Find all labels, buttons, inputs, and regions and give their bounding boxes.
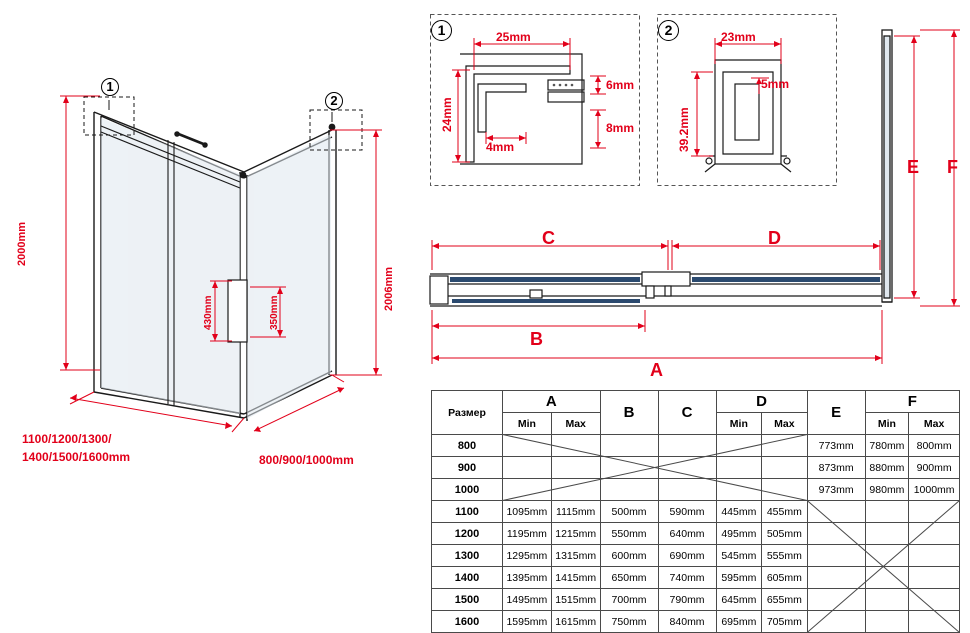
table-cell-e (807, 567, 865, 589)
table-cell-b: 600mm (600, 545, 658, 567)
table-cell-d_max (762, 457, 808, 479)
table-group-a: A (503, 391, 601, 413)
table-cell-d_max: 655mm (762, 589, 808, 611)
plan-dim-e: E (907, 157, 920, 177)
detail-2-dim-top: 23mm (721, 30, 756, 44)
table-cell-e (807, 611, 865, 633)
table-cell-d_min: 695mm (716, 611, 762, 633)
table-row-size: 900 (432, 457, 503, 479)
table-cell-e (807, 501, 865, 523)
table-cell-d_max: 555mm (762, 545, 808, 567)
table-cell-a_max (551, 435, 600, 457)
table-cell-d_max (762, 479, 808, 501)
table-cell-d_min (716, 435, 762, 457)
plan-dim-f: F (947, 157, 958, 177)
table-row-size: 1200 (432, 523, 503, 545)
table-cell-d_max: 705mm (762, 611, 808, 633)
dim-height-left: 2000mm (16, 221, 28, 266)
table-cell-c: 590mm (658, 501, 716, 523)
plan-dim-d: D (768, 228, 781, 248)
table-cell-d_min: 645mm (716, 589, 762, 611)
table-sub-d-max: Max (762, 413, 808, 435)
table-cell-b (600, 479, 658, 501)
main-isometric-view (0, 0, 420, 480)
dim-handle-offset: 350mm (269, 295, 280, 330)
table-corner-header: Размер (432, 391, 503, 435)
table-cell-b: 500mm (600, 501, 658, 523)
table-cell-f_max (909, 589, 960, 611)
table-row (432, 457, 960, 479)
table-cell-c (658, 435, 716, 457)
table-cell-a_max: 1215mm (551, 523, 600, 545)
size-table (431, 390, 960, 633)
table-cell-f_min (865, 523, 909, 545)
table-row (432, 611, 960, 633)
table-row-size: 1100 (432, 501, 503, 523)
plan-dim-c: C (542, 228, 555, 248)
table-cell-f_max (909, 545, 960, 567)
table-cell-f_max: 900mm (909, 457, 960, 479)
table-group-d: D (716, 391, 807, 413)
table-group-f: F (865, 391, 959, 413)
table-cell-f_min: 980mm (865, 479, 909, 501)
table-cell-b: 750mm (600, 611, 658, 633)
table-cell-e: 773mm (807, 435, 865, 457)
table-cell-f_max (909, 523, 960, 545)
table-row (432, 567, 960, 589)
detail-1-dim-right-bottom: 8mm (606, 121, 635, 135)
table-sub-d-min: Min (716, 413, 762, 435)
dim-front-width-line1: 1100/1200/1300/ (22, 432, 112, 446)
table-cell-d_max: 505mm (762, 523, 808, 545)
table-cell-e: 873mm (807, 457, 865, 479)
table-cell-d_min: 545mm (716, 545, 762, 567)
table-cell-b (600, 435, 658, 457)
callout-1-badge: 1 (101, 78, 119, 96)
table-cell-f_min (865, 589, 909, 611)
plan-dim-b: B (530, 329, 543, 349)
table-cell-a_max: 1515mm (551, 589, 600, 611)
table-cell-f_min: 780mm (865, 435, 909, 457)
detail-1-dim-inner: 4mm (486, 140, 515, 154)
table-cell-f_min (865, 611, 909, 633)
table-cell-c: 790mm (658, 589, 716, 611)
table-cell-c: 640mm (658, 523, 716, 545)
table-cell-a_min (503, 479, 552, 501)
callout-2-badge: 2 (325, 92, 343, 110)
table-group-e: E (807, 391, 865, 435)
detail-2-dim-inner: 5mm (761, 77, 790, 91)
table-cell-a_max (551, 479, 600, 501)
table-cell-e: 973mm (807, 479, 865, 501)
table-cell-b (600, 457, 658, 479)
table-cell-a_min (503, 457, 552, 479)
table-cell-f_min (865, 545, 909, 567)
table-cell-d_min: 445mm (716, 501, 762, 523)
table-cell-d_min: 595mm (716, 567, 762, 589)
plan-dim-a: A (650, 360, 663, 380)
table-cell-a_min: 1095mm (503, 501, 552, 523)
table-cell-f_min (865, 501, 909, 523)
table-cell-c: 740mm (658, 567, 716, 589)
table-cell-f_max: 1000mm (909, 479, 960, 501)
table-cell-f_min (865, 567, 909, 589)
table-sub-a-max: Max (551, 413, 600, 435)
dim-front-width-line2: 1400/1500/1600mm (22, 450, 131, 464)
table-row (432, 545, 960, 567)
table-cell-a_max: 1415mm (551, 567, 600, 589)
table-cell-a_min: 1195mm (503, 523, 552, 545)
table-cell-e (807, 545, 865, 567)
table-cell-a_max: 1115mm (551, 501, 600, 523)
table-cell-c (658, 457, 716, 479)
dim-height-right: 2006mm (383, 266, 395, 311)
table-row (432, 479, 960, 501)
table-cell-f_max (909, 611, 960, 633)
table-row-size: 1300 (432, 545, 503, 567)
dim-handle-height: 430mm (203, 295, 214, 330)
table-cell-b: 700mm (600, 589, 658, 611)
table-cell-f_max (909, 567, 960, 589)
table-cell-d_max (762, 435, 808, 457)
table-row (432, 435, 960, 457)
table-cell-a_min: 1295mm (503, 545, 552, 567)
dim-side-width: 800/900/1000mm (259, 453, 354, 467)
table-cell-c: 840mm (658, 611, 716, 633)
detail-1-badge: 1 (431, 20, 452, 41)
table-cell-b: 550mm (600, 523, 658, 545)
table-row (432, 523, 960, 545)
table-cell-a_min: 1495mm (503, 589, 552, 611)
table-cell-b: 650mm (600, 567, 658, 589)
plan-view (410, 14, 970, 384)
table-row (432, 589, 960, 611)
table-cell-d_max: 605mm (762, 567, 808, 589)
table-group-c: C (658, 391, 716, 435)
table-header-row-1 (432, 391, 960, 413)
table-cell-d_max: 455mm (762, 501, 808, 523)
table-row-size: 1600 (432, 611, 503, 633)
table-cell-a_min: 1595mm (503, 611, 552, 633)
table-sub-f-max: Max (909, 413, 960, 435)
table-cell-a_max: 1615mm (551, 611, 600, 633)
table-cell-c: 690mm (658, 545, 716, 567)
table-row (432, 501, 960, 523)
detail-1-dim-right-top: 6mm (606, 78, 635, 92)
table-group-b: B (600, 391, 658, 435)
table-cell-f_max (909, 501, 960, 523)
table-cell-d_min (716, 479, 762, 501)
table-cell-a_min: 1395mm (503, 567, 552, 589)
table-row-size: 1500 (432, 589, 503, 611)
table-cell-f_min: 880mm (865, 457, 909, 479)
table-row-size: 800 (432, 435, 503, 457)
table-cell-a_min (503, 435, 552, 457)
detail-2-dim-left: 39.2mm (677, 107, 691, 152)
table-sub-f-min: Min (865, 413, 909, 435)
detail-1-dim-left: 24mm (440, 97, 454, 132)
detail-1-dim-top: 25mm (496, 30, 531, 44)
table-cell-c (658, 479, 716, 501)
table-cell-d_min: 495mm (716, 523, 762, 545)
table-cell-a_max: 1315mm (551, 545, 600, 567)
table-cell-e (807, 589, 865, 611)
table-cell-d_min (716, 457, 762, 479)
table-cell-e (807, 523, 865, 545)
table-sub-a-min: Min (503, 413, 552, 435)
table-row-size: 1000 (432, 479, 503, 501)
table-row-size: 1400 (432, 567, 503, 589)
table-cell-a_max (551, 457, 600, 479)
detail-2-badge: 2 (658, 20, 679, 41)
table-cell-f_max: 800mm (909, 435, 960, 457)
